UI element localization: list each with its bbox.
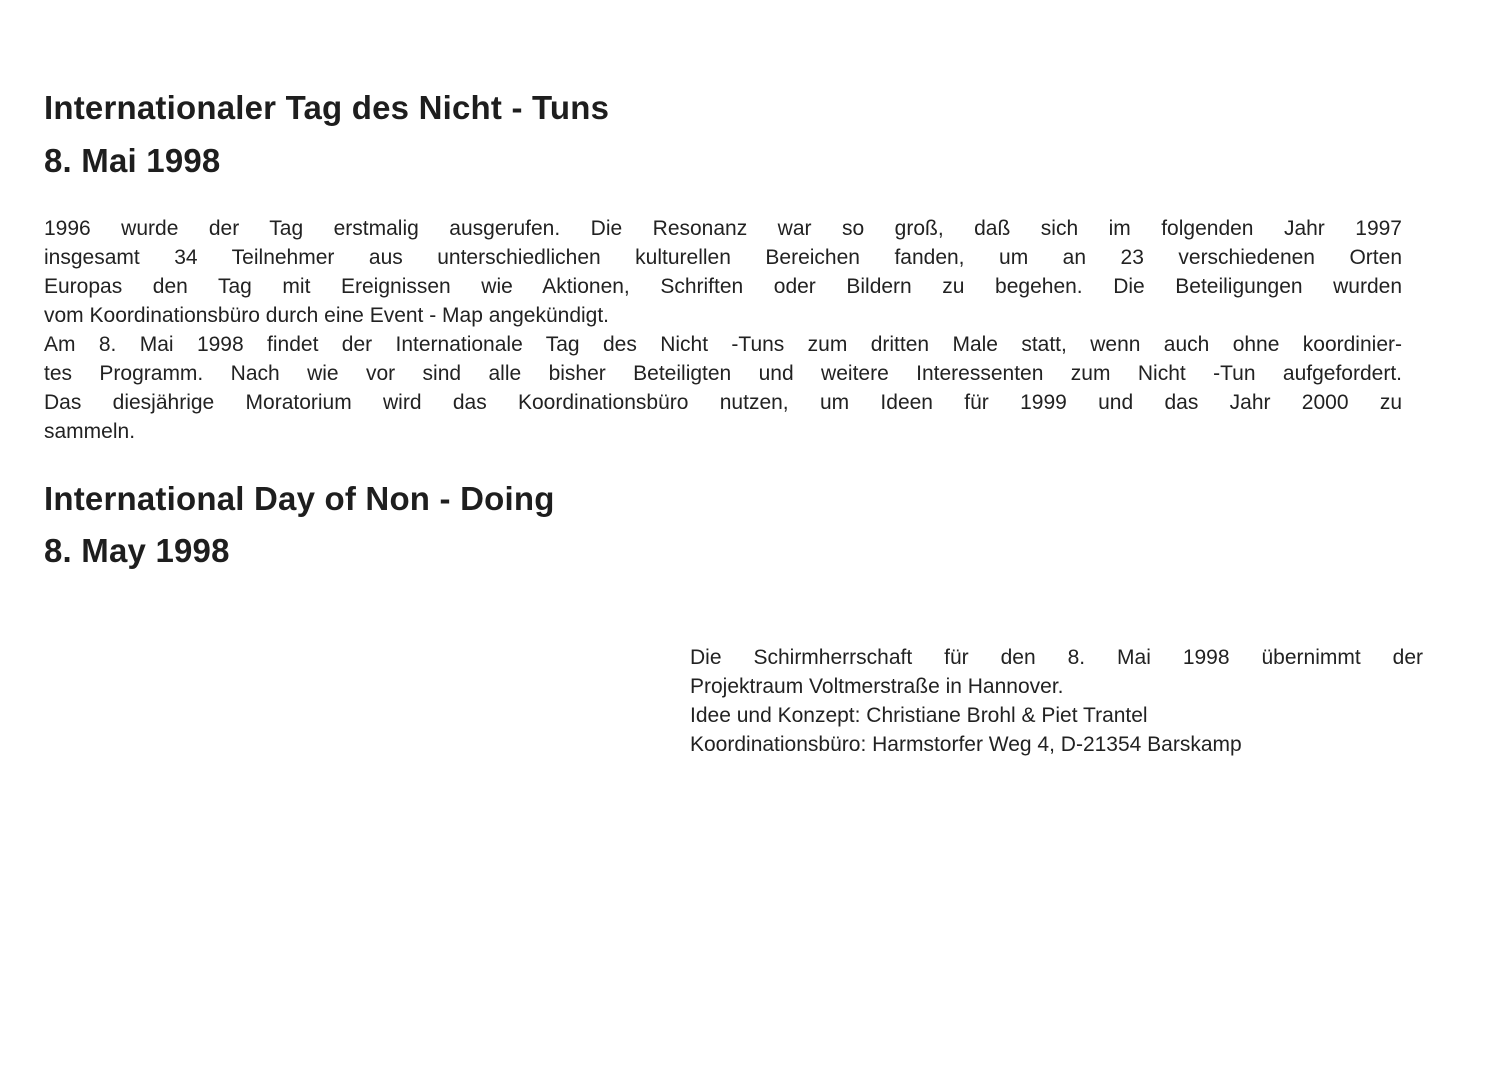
- patronage-line: Die Schirmherrschaft für den 8. Mai 1998 übernimmt der: [690, 646, 1423, 669]
- paragraph-line: Das diesjährige Moratorium wird das Koordinationsbüro nutzen, um Ideen für 1999 und das Jahr 2000 zu: [44, 391, 1402, 414]
- paragraph-line: tes Programm. Nach wie vor sind alle bisher Beteiligten und weitere Interessenten zum Nicht -Tun aufgefordert.: [44, 362, 1402, 385]
- patronage-block: [690, 643, 1423, 759]
- english-date: 8. May 1998: [44, 532, 230, 569]
- patronage-line: Projektraum Voltmerstraße in Hannover.: [690, 675, 1064, 698]
- paragraph-line: Am 8. Mai 1998 findet der Internationale Tag des Nicht -Tuns zum dritten Male statt, wenn auch ohne koordinier-: [44, 333, 1402, 356]
- paragraph-line: Europas den Tag mit Ereignissen wie Aktionen, Schriften oder Bildern zu begehen. Die Beteiligungen wurden: [44, 275, 1402, 298]
- german-date: 8. Mai 1998: [44, 142, 221, 179]
- german-title: Internationaler Tag des Nicht - Tuns: [44, 89, 610, 126]
- patronage-line: Idee und Konzept: Christiane Brohl & Piet Trantel: [690, 704, 1148, 727]
- patronage-line: Koordinationsbüro: Harmstorfer Weg 4, D-21354 Barskamp: [690, 733, 1242, 756]
- english-title: International Day of Non - Doing: [44, 480, 555, 517]
- paragraph-line: 1996 wurde der Tag erstmalig ausgerufen. Die Resonanz war so groß, daß sich im folgenden Jahr 1997: [44, 217, 1402, 240]
- german-paragraph: [44, 214, 1402, 446]
- paragraph-line: insgesamt 34 Teilnehmer aus unterschiedlichen kulturellen Bereichen fanden, um an 23 verschiedenen Orten: [44, 246, 1402, 269]
- paragraph-line: vom Koordinationsbüro durch eine Event - Map angekündigt.: [44, 304, 610, 327]
- paragraph-line: sammeln.: [44, 420, 136, 443]
